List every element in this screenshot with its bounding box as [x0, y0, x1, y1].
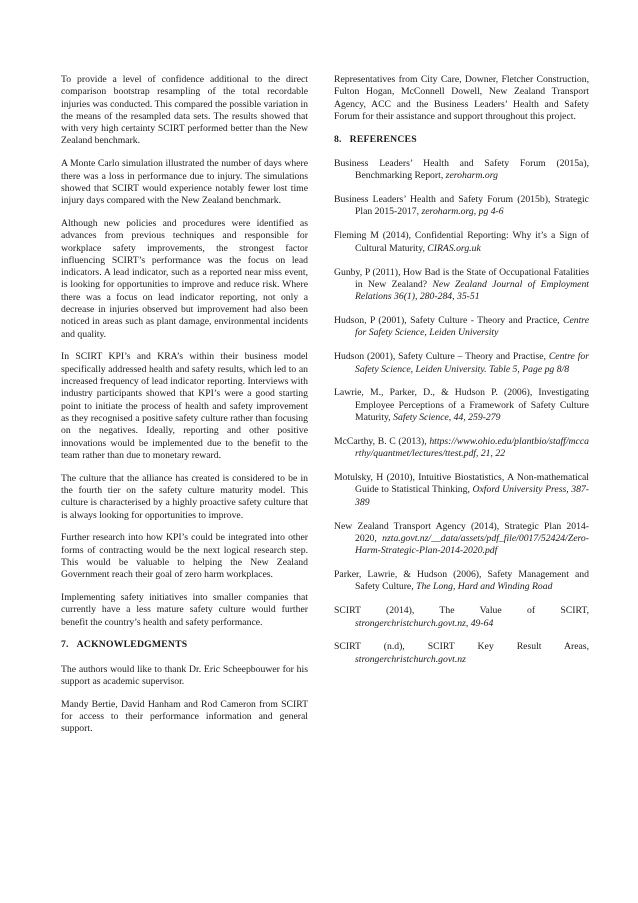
reference-entry	[334, 387, 589, 424]
reference-source: zeroharm.org, pg 4-6	[421, 206, 504, 218]
reference-entry	[334, 194, 589, 219]
reference-text: Business Leaders’ Health and Safety Forum (2015b), Strategic Plan 2015-2017,	[334, 194, 589, 218]
reference-source: Safety Science, 44, 259-279	[393, 412, 501, 423]
body-paragraph: Implementing safety initiatives into smaller companies that currently have a less mature safety culture would further benefit the country’s health and safety performance.	[61, 591, 308, 628]
reference-entry	[334, 158, 589, 183]
reference-source: The Long, Hard and Winding Road	[416, 581, 553, 593]
right-column	[334, 74, 589, 678]
section-number: 8.	[334, 133, 342, 145]
reference-entry	[334, 641, 589, 666]
reference-entry	[334, 436, 589, 461]
left-column	[61, 74, 308, 746]
reference-text: Motulsky, H (2010), Intuitive Biostatistics, A Non-mathematical Guide to Statistical Thinking,	[334, 472, 589, 496]
body-paragraph: A Monte Carlo simulation illustrated the number of days where there was a loss in performance due to injury. The simulations showed that SCIRT would experience notably fewer lost time injury days compared with the New Zealand benchmark.	[61, 158, 308, 207]
reference-source: Centre for Safety Science, Leiden University	[355, 315, 589, 339]
body-paragraph: The culture that the alliance has created is considered to be in the fourth tier on the safety culture maturity model. This culture is characterised by a highly proactive safety culture that is always looking for opportunities to improve.	[61, 472, 308, 521]
reference-source: zeroharm.org	[445, 170, 498, 182]
reference-entry	[334, 267, 589, 304]
reference-entry	[334, 521, 589, 558]
section-number: 7.	[61, 639, 69, 651]
reference-text: Hudson (2001), Safety Culture – Theory and Practise,	[334, 351, 549, 363]
reference-entry	[334, 315, 589, 340]
ack-paragraph: The authors would like to thank Dr. Eric Scheepbouwer for his support as academic supervisor.	[61, 663, 308, 687]
reference-source: strongerchristchurch.govt.nz, 49-64	[355, 617, 494, 629]
body-paragraph: In SCIRT KPI’s and KRA’s within their business model specifically addressed health and safety results, which led to an increased frequency of lead indicator reporting. Interviews with industry participants showed that KPI’s were a good starting point to initiate the process of health and safety improvement as they recognised a positive safety culture rather than focusing on the negatives. Ideally, reporting and other positive innovations would be implemented due to the benefit to the team rather than due to monetary reward.	[61, 351, 308, 461]
body-paragraph: Although new policies and procedures were identified as advances from previous techniques and responsible for workplace safety improvements, the strongest factor influencing SCIRT’s performance was the focus on lead indicators. A lead indicator, such as a reported near miss event, is looking for opportunities to improve and reduce risk. Where there was a focus on lead indicator reporting, not only a decrease in injuries observed but improvement had also been noticed in areas such as plant damage, environmental incidents and quality.	[61, 217, 308, 340]
reference-text: Business Leaders’ Health and Safety Forum (2015a), Benchmarking Report,	[334, 157, 589, 182]
section-title: ACKNOWLEDGMENTS	[76, 639, 188, 651]
reference-text: SCIRT (2014), The Value of SCIRT,	[334, 605, 589, 617]
reference-link[interactable]: https://www.ohio.edu/plantbio/staff/mccarthy/quantmet/lectures/ttest.pdf, 21, 22	[355, 435, 589, 460]
reference-text: McCarthy, B. C (2013),	[334, 435, 430, 447]
references-heading	[334, 134, 589, 146]
reference-source: CIRAS.org.uk	[427, 242, 481, 254]
ack-paragraph: Representatives from City Care, Downer, Fletcher Construction, Fulton Hogan, McConnell Dowell, New Zealand Transport Agency, ACC and the Business Leaders’ Health and Safety Forum for their assistance and support throughout this project.	[334, 74, 589, 122]
ack-paragraph: Mandy Bertie, David Hanham and Rod Cameron from SCIRT for access to their performance information and general support.	[61, 698, 308, 735]
reference-source: strongerchristchurch.govt.nz	[355, 653, 466, 665]
reference-text: Lawrie, M., Parker, D., & Hudson P. (2006), Investigating Employee Perceptions of a Framework of Safety Culture Maturity,	[334, 387, 589, 423]
reference-entry	[334, 351, 589, 376]
acknowledgments-heading	[61, 639, 308, 651]
reference-source: Centre for Safety Science, Leiden University. Table 5, Page pg 8/8	[355, 351, 590, 375]
reference-source: Oxford University Press, 387-389	[355, 484, 589, 508]
reference-text: Fleming M (2014), Confidential Reporting: Why it’s a Sign of Cultural Maturity,	[334, 230, 589, 254]
reference-text: Hudson, P (2001), Safety Culture - Theory and Practice,	[334, 315, 563, 327]
reference-entry	[334, 230, 589, 255]
body-paragraph: To provide a level of confidence additional to the direct comparison bootstrap resampling of the total recordable injuries was conducted. This compared the possible variation in the means of the resampled data sets. The results showed that with very high certainty SCIRT performed better than the New Zealand benchmark.	[61, 74, 308, 147]
reference-link[interactable]: nzta.govt.nz/__data/assets/pdf_file/0017/52424/Zero-Harm-Strategic-Plan-2014-2020.pdf	[355, 532, 589, 557]
section-title: REFERENCES	[349, 133, 417, 145]
reference-text: SCIRT (n.d), SCIRT Key Result Areas,	[334, 641, 589, 653]
reference-text: New Zealand Transport Agency (2014), Strategic Plan 2014-2020,	[334, 520, 589, 544]
reference-source: New Zealand Journal of Employment Relations 36(1), 280-284, 35-51	[355, 278, 589, 303]
reference-entry	[334, 569, 589, 594]
body-paragraph: Further research into how KPI’s could be integrated into other forms of contracting would be the next logical research step. This would be valuable to helping the New Zealand Government reach their goal of zero harm workplaces.	[61, 532, 308, 581]
reference-entry	[334, 605, 589, 630]
reference-text: Parker, Lawrie, & Hudson (2006), Safety Management and Safety Culture,	[334, 569, 589, 593]
reference-text: Gunby, P (2011), How Bad is the State of Occupational Fatalities in New Zealand?	[334, 266, 589, 290]
reference-entry	[334, 472, 589, 509]
